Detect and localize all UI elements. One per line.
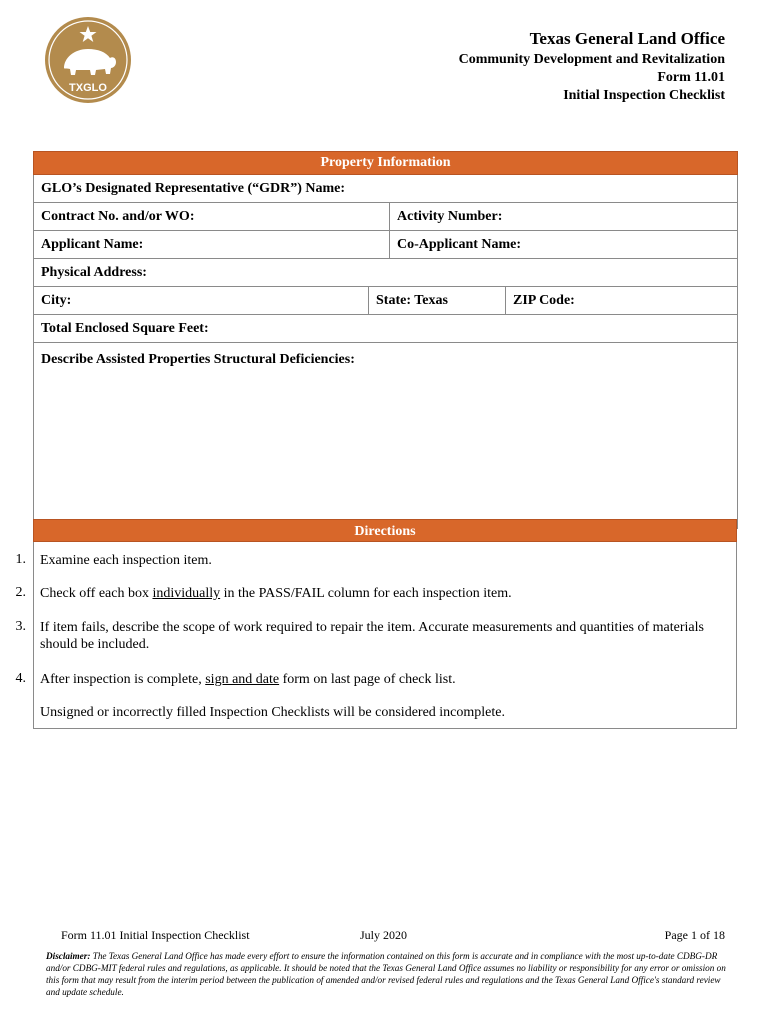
directions-section-header: Directions [33,519,737,542]
agency-title: Texas General Land Office [529,29,725,48]
direction-emphasis: sign and date [205,672,280,687]
zip-code-field[interactable]: ZIP Code: [506,287,738,315]
direction-text: form on last page of check list. [279,672,456,687]
direction-text: After inspection is complete, [40,672,206,687]
header [459,29,725,105]
property-info-table [33,151,738,529]
physical-address-field[interactable]: Physical Address: [34,259,738,287]
direction-number: 1. [15,552,26,567]
direction-number: 2. [15,585,26,600]
division-title: Community Development and Revitalization [458,52,725,67]
direction-item-3: If item fails, describe the scope of work required to repair the item. Accurate measurements and quantities of materials should be included. [40,620,704,652]
gdr-name-field[interactable]: GLO’s Designated Representative (“GDR”) Name: [34,175,738,203]
direction-item-1: Examine each inspection item. [40,553,212,568]
city-field[interactable]: City: [34,287,369,315]
form-title: Initial Inspection Checklist [563,88,725,103]
state-field[interactable]: State: Texas [369,287,506,315]
direction-item-4 [40,671,720,688]
square-feet-field[interactable]: Total Enclosed Square Feet: [34,315,738,343]
contract-number-field[interactable]: Contract No. and/or WO: [34,203,390,231]
footer-form-name: Form 11.01 Initial Inspection Checklist [61,928,250,942]
disclaimer-text: The Texas General Land Office has made every effort to ensure the information contained on this form is accurate and in compliance with the most up-to-date CDBG-DR and/or CDBG-MIT federal rules and regulations, as applicable. It should be noted that the Texas General Land Office assumes no liability or responsibility for any error or omission on this form that may result from the interim period between the publication of amended and/or revised federal rules and regulations and the Texas General Land Office's standard review and update schedule. [46,951,726,997]
footer-page-number: Page 1 of 18 [664,928,725,942]
direction-number: 3. [15,619,26,634]
disclaimer [46,950,726,998]
logo-text: TXGLO [69,82,107,94]
direction-emphasis: individually [152,586,221,601]
directions-note: Unsigned or incorrectly filled Inspection Checklists will be considered incomplete. [40,705,505,720]
form-number: Form 11.01 [657,70,725,85]
direction-number: 4. [15,671,26,686]
applicant-name-field[interactable]: Applicant Name: [34,231,390,259]
direction-text: in the PASS/FAIL column for each inspection item. [220,586,512,601]
disclaimer-label: Disclaimer: [46,951,91,961]
co-applicant-name-field[interactable]: Co-Applicant Name: [390,231,738,259]
footer-date: July 2020 [360,928,408,942]
direction-item-2 [40,585,720,602]
activity-number-field[interactable]: Activity Number: [390,203,738,231]
deficiencies-field[interactable]: Describe Assisted Properties Structural Deficiencies: [34,343,738,529]
direction-text: Check off each box [40,586,153,601]
property-section-header: Property Information [34,152,738,175]
txglo-logo [44,16,132,104]
